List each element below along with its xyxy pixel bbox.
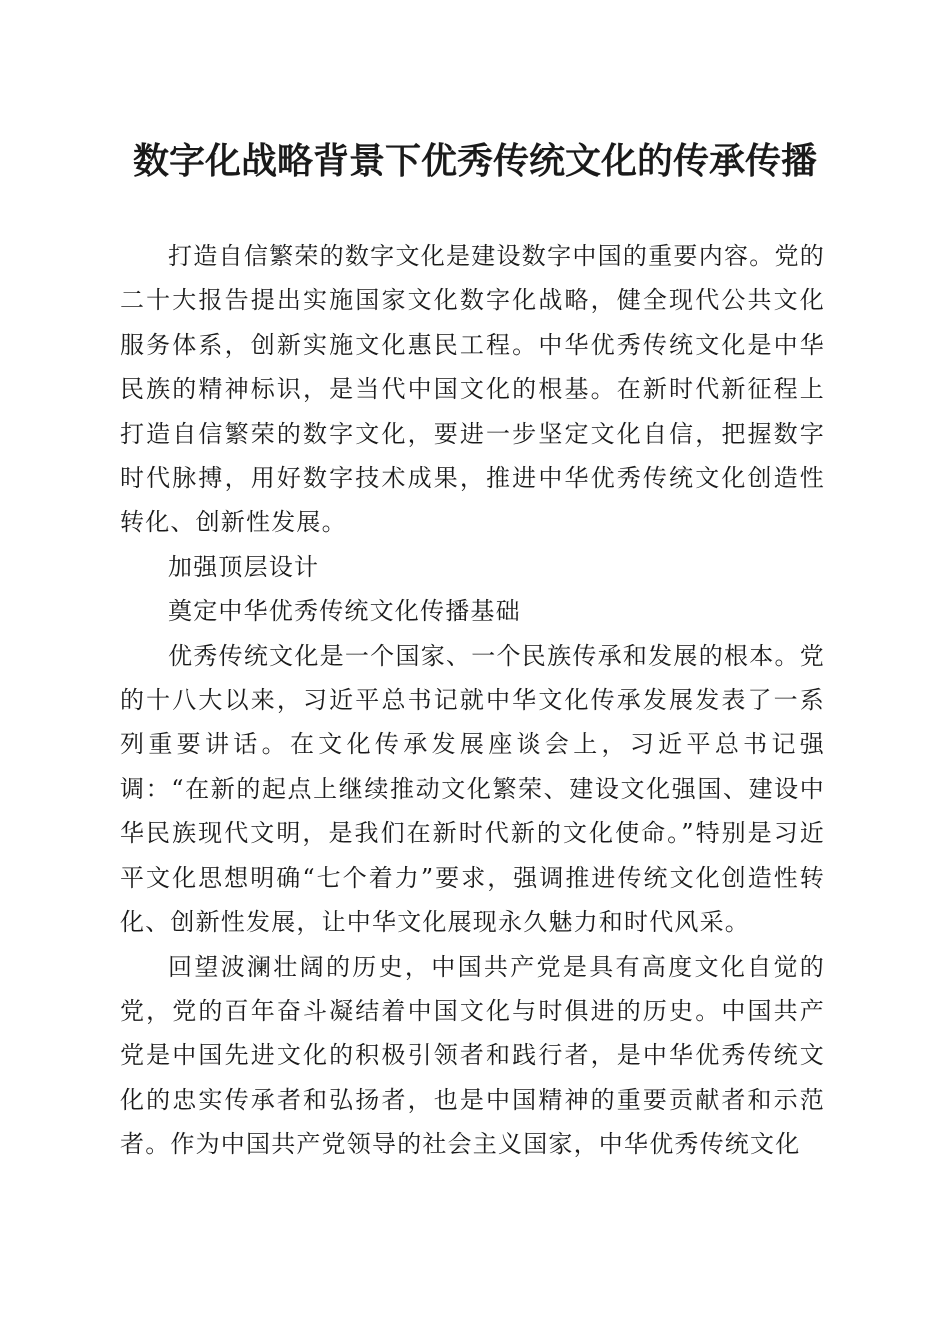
paragraph-history: 回望波澜壮阔的历史，中国共产党是具有高度文化自觉的党，党的百年奋斗凝结着中国文化与时俱进的历史。中国共产党是中国先进文化的积极引领者和践行者，是中华优秀传统文化的忠实传承者和弘扬者，也是中国精神的重要贡献者和示范者。作为中国共产党领导的社会主义国家，中华优秀传统文化 [120, 952, 825, 1159]
paragraph-intro: 打造自信繁荣的数字文化是建设数字中国的重要内容。党的二十大报告提出实施国家文化数字化战略，健全现代公共文化服务体系，创新实施文化惠民工程。中华优秀传统文化是中华民族的精神标识，是当代中国文化的根基。在新时代新征程上打造自信繁荣的数字文化，要进一步坚定文化自信，把握数字时代脉搏，用好数字技术成果，推进中华优秀传统文化创造性转化、创新性发展。 [120, 242, 825, 537]
document-title: 数字化战略背景下优秀传统文化的传承传播 [132, 140, 817, 182]
paragraph-tradition: 优秀传统文化是一个国家、一个民族传承和发展的根本。党的十八大以来，习近平总书记就中华文化传承发展发表了一系列重要讲话。在文化传承发展座谈会上，习近平总书记强调：“在新的起点上继续推动文化繁荣、建设文化强国、建设中华民族现代文明，是我们在新时代新的文化使命。”特别是习近平文化思想明确“七个着力”要求，强调推进传统文化创造性转化、创新性发展，让中华文化展现永久魅力和时代风采。 [120, 641, 825, 937]
section-heading-2: 奠定中华优秀传统文化传播基础 [168, 597, 521, 626]
section-heading-1: 加强顶层设计 [168, 552, 320, 581]
document-body [120, 234, 825, 1167]
